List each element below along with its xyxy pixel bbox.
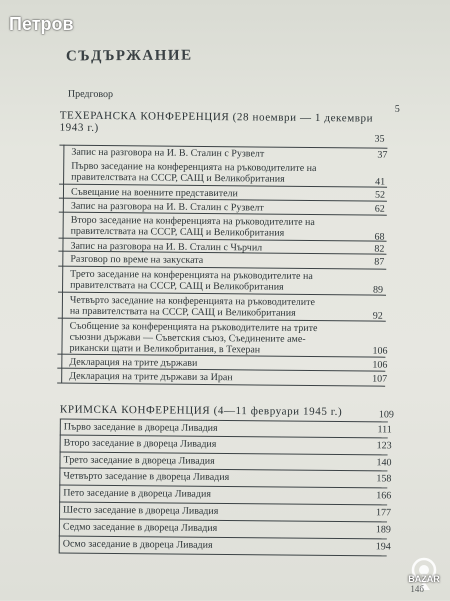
toc-entry-line: Разговор по време на закуската — [70, 253, 204, 266]
toc-entry-page: 194 — [375, 541, 391, 553]
toc-entry-line: Съвещание на военните представители — [70, 186, 238, 200]
toc-entry-line: Съобщение за конференцията на ръководителите на трите — [69, 320, 318, 335]
toc-heading-crimea: КРИМСКА КОНФЕРЕНЦИЯ (4—11 февруари 1945 г.) — [59, 403, 343, 418]
toc-entry-page: 62 — [374, 203, 385, 215]
toc-entry-line: на правителствата на СССР, САЩ и Великобритания — [69, 305, 296, 319]
toc-entry-line: Трето заседание в двореца Ливадия — [63, 454, 215, 467]
toc-entry-line: Декларация на трите държави за Иран — [69, 370, 233, 384]
toc-entry-page: 106 — [372, 345, 388, 357]
toc-entry-line: Седмо заседание в двореца Ливадия — [62, 521, 218, 534]
toc-entry-page: 68 — [374, 231, 385, 243]
toc-entry-line: правителствата на СССР, САЩ и Великобритания — [70, 225, 285, 239]
toc-entry-page: 140 — [376, 457, 392, 469]
toc-preface-label: Предговор — [67, 88, 114, 101]
page-title: СЪДЪРЖАНИЕ — [65, 47, 193, 65]
toc-preface-page: 5 — [394, 103, 400, 115]
toc-rule — [59, 553, 387, 557]
toc-entry-page: 37 — [377, 149, 388, 161]
toc-section-tehran — [0, 86, 450, 385]
toc-entry-page: 189 — [375, 524, 391, 536]
toc-heading-tehran-line1: ТЕХЕРАНСКА КОНФЕРЕНЦИЯ (28 ноември — 1 декември — [59, 109, 374, 125]
toc-entry-page: 52 — [374, 189, 386, 201]
toc-entry-line: Декларация на трите държави — [69, 356, 198, 369]
toc-entry-line: Пето заседание в двореца Ливадия — [63, 487, 211, 500]
toc-entry-line: правителствата на СССР, САЩ и Великобритания — [70, 279, 284, 293]
toc-entry-line: рикански щати и Великобритания, в Техеран — [69, 342, 261, 356]
toc-heading-crimea-page: 109 — [378, 409, 394, 421]
toc-entry-line: правителствата на СССР, САЩ и Великобритания — [71, 171, 285, 185]
toc-entry-line: Четвърто заседание в двореца Ливадия — [63, 470, 230, 484]
toc-heading-tehran-line2: 1943 г.) — [59, 121, 99, 134]
toc-entry-line: Осмо заседание в двореца Ливадия — [62, 538, 213, 551]
toc-entry-page: 107 — [372, 373, 388, 385]
toc-entry-line: съюзни държави — Съветския съюз, Съединените аме- — [69, 331, 306, 345]
toc-entry-page: 177 — [376, 507, 392, 519]
toc-entry-line: Четвърто заседание на конференцията на ръководителите — [69, 294, 315, 309]
toc-entry-page: 106 — [372, 359, 388, 371]
toc-entry-page: 111 — [377, 424, 392, 436]
cut-off-page-number: 14б — [410, 584, 424, 594]
toc-entry-line: Трето заседание на конференцията на ръководителите на — [70, 268, 313, 283]
toc-entry-line: Запис на разговора на И. В. Сталин с Рузвелт — [71, 146, 265, 160]
toc-entry-page: 87 — [374, 256, 385, 268]
toc-heading-tehran-page: 35 — [374, 133, 385, 145]
toc-entry-line: Второ заседание в двореца Ливадия — [63, 437, 217, 450]
toc-entry-line: Запис на разговора на И. В. Сталин с Чърчил — [70, 240, 263, 254]
toc-entry-line: Запис на разговора на И. В. Сталин с Рузвелт — [70, 200, 264, 214]
toc-entry-page: 41 — [375, 176, 386, 188]
toc-entry-page: 166 — [376, 490, 392, 502]
toc-entry-page: 158 — [376, 473, 392, 485]
toc-margin-rule — [61, 145, 64, 383]
toc-entry-line: Шесто заседание в двореца Ливадия — [63, 504, 219, 517]
toc-entry-line: Първо заседание на конференцията на ръководителите на — [71, 160, 317, 175]
toc-entry-page: 92 — [372, 310, 383, 322]
toc-entry-line: Второ заседание на конференцията на ръководителите на — [70, 214, 315, 229]
toc-entry-page: 123 — [376, 440, 392, 452]
toc-entry-page: 89 — [373, 284, 384, 296]
bazar-watermark-text: BAZAR — [408, 574, 440, 584]
toc-section-crimea — [0, 403, 450, 553]
toc-entry-page: 82 — [374, 243, 385, 255]
seller-name: Петров — [9, 14, 74, 34]
toc-rule — [57, 383, 385, 387]
toc-entry-line: Първо заседание в двореца Ливадия — [63, 421, 218, 434]
